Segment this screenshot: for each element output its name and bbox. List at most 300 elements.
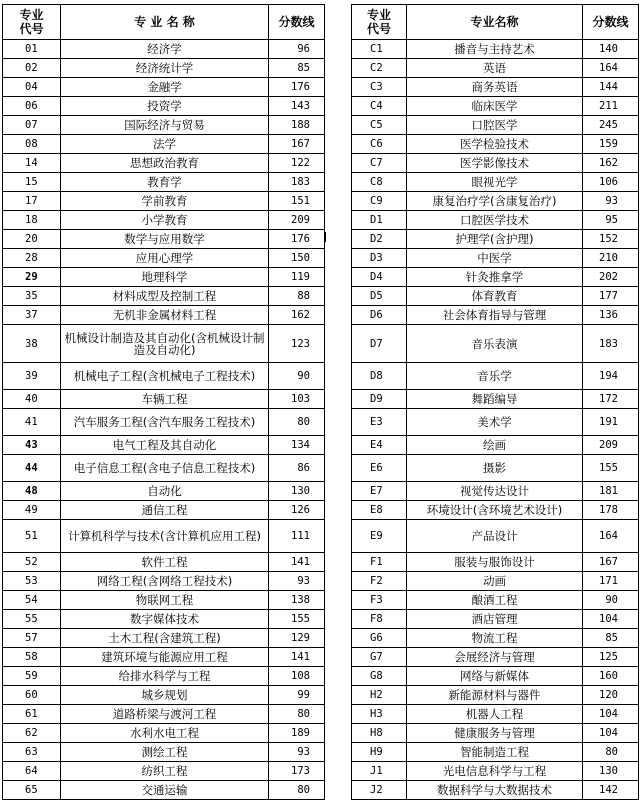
major-code: 04 [3, 78, 61, 97]
major-code: 29 [3, 268, 61, 287]
major-name: 水利水电工程 [61, 724, 269, 743]
cutoff-score: 129 [269, 629, 325, 648]
major-name: 通信工程 [61, 501, 269, 520]
table-row [352, 306, 639, 325]
cutoff-score: 140 [583, 40, 639, 59]
table-header-row [3, 5, 325, 40]
major-code: D4 [352, 268, 407, 287]
major-code: 48 [3, 482, 61, 501]
major-code: D5 [352, 287, 407, 306]
cutoff-score: 211 [583, 97, 639, 116]
table-row [352, 629, 639, 648]
major-name: 地理科学 [61, 268, 269, 287]
cutoff-score: 144 [583, 78, 639, 97]
major-code: H2 [352, 686, 407, 705]
cutoff-score: 93 [269, 743, 325, 762]
table-row [352, 287, 639, 306]
major-code: 59 [3, 667, 61, 686]
major-name: 健康服务与管理 [407, 724, 583, 743]
table-header-row [352, 5, 639, 40]
cutoff-score: 99 [269, 686, 325, 705]
table-row [3, 390, 325, 409]
cutoff-score: 183 [583, 325, 639, 363]
major-code: H3 [352, 705, 407, 724]
major-name: 经济统计学 [61, 59, 269, 78]
table-row [352, 743, 639, 762]
major-name: 智能制造工程 [407, 743, 583, 762]
major-name: 交通运输 [61, 781, 269, 800]
major-name: 酿酒工程 [407, 591, 583, 610]
table-row [3, 173, 325, 192]
cutoff-score: 202 [583, 268, 639, 287]
major-name: 道路桥梁与渡河工程 [61, 705, 269, 724]
major-code: 57 [3, 629, 61, 648]
table-row [3, 762, 325, 781]
table-row [3, 40, 325, 59]
major-code: 08 [3, 135, 61, 154]
major-code: 14 [3, 154, 61, 173]
major-name: 针灸推拿学 [407, 268, 583, 287]
table-row [352, 325, 639, 363]
major-name: 国际经济与贸易 [61, 116, 269, 135]
major-code: 39 [3, 363, 61, 390]
major-code: 44 [3, 455, 61, 482]
major-code: C5 [352, 116, 407, 135]
cutoff-score: 159 [583, 135, 639, 154]
major-name: 机械设计制造及其自动化(含机械设计制造及自动化) [61, 325, 269, 363]
major-code: D9 [352, 390, 407, 409]
major-code: C4 [352, 97, 407, 116]
cutoff-score: 141 [269, 648, 325, 667]
table-row [352, 455, 639, 482]
major-code: 02 [3, 59, 61, 78]
cutoff-score: 106 [583, 173, 639, 192]
cutoff-score: 209 [269, 211, 325, 230]
cutoff-score: 167 [583, 553, 639, 572]
cutoff-score: 176 [269, 78, 325, 97]
major-code: 54 [3, 591, 61, 610]
major-name: 纺织工程 [61, 762, 269, 781]
table-row [3, 409, 325, 436]
major-name: 新能源材料与器件 [407, 686, 583, 705]
cutoff-score: 151 [269, 192, 325, 211]
major-name: 电子信息工程(含电子信息工程技术) [61, 455, 269, 482]
major-code: E3 [352, 409, 407, 436]
major-code: 37 [3, 306, 61, 325]
major-code: J2 [352, 781, 407, 800]
cutoff-score: 245 [583, 116, 639, 135]
cutoff-score: 111 [269, 520, 325, 553]
table-row [3, 249, 325, 268]
cutoff-score: 123 [269, 325, 325, 363]
major-name: 音乐学 [407, 363, 583, 390]
major-name: 服装与服饰设计 [407, 553, 583, 572]
table-row [352, 192, 639, 211]
major-code: G8 [352, 667, 407, 686]
major-name: 思想政治教育 [61, 154, 269, 173]
cutoff-score: 85 [583, 629, 639, 648]
cutoff-score: 138 [269, 591, 325, 610]
major-name: 建筑环境与能源应用工程 [61, 648, 269, 667]
major-code: E4 [352, 436, 407, 455]
table-row [3, 363, 325, 390]
table-row [352, 154, 639, 173]
major-name: 临床医学 [407, 97, 583, 116]
header-code: 专业 代号 [3, 5, 61, 40]
cutoff-score: 93 [269, 572, 325, 591]
cutoff-score: 80 [269, 409, 325, 436]
major-code: C6 [352, 135, 407, 154]
cutoff-score: 150 [269, 249, 325, 268]
major-code: 63 [3, 743, 61, 762]
table-row [3, 724, 325, 743]
cutoff-score: 130 [269, 482, 325, 501]
cutoff-score: 108 [269, 667, 325, 686]
score-table-right [351, 4, 639, 800]
table-row [3, 667, 325, 686]
table-row [3, 59, 325, 78]
table-row [352, 135, 639, 154]
table-row [3, 154, 325, 173]
table-row [352, 667, 639, 686]
cutoff-score: 80 [269, 705, 325, 724]
table-row [352, 648, 639, 667]
major-code: C9 [352, 192, 407, 211]
cutoff-score: 142 [583, 781, 639, 800]
major-name: 无机非金属材料工程 [61, 306, 269, 325]
major-name: 法学 [61, 135, 269, 154]
major-code: 17 [3, 192, 61, 211]
major-code: D6 [352, 306, 407, 325]
major-code: 51 [3, 520, 61, 553]
major-code: E6 [352, 455, 407, 482]
major-name: 小学教育 [61, 211, 269, 230]
major-name: 舞蹈编导 [407, 390, 583, 409]
major-code: 43 [3, 436, 61, 455]
major-code: E7 [352, 482, 407, 501]
major-name: 学前教育 [61, 192, 269, 211]
major-code: C1 [352, 40, 407, 59]
table-row [3, 743, 325, 762]
table-row [352, 781, 639, 800]
major-code: C8 [352, 173, 407, 192]
cutoff-score: 103 [269, 390, 325, 409]
major-name: 投资学 [61, 97, 269, 116]
major-name: 教育学 [61, 173, 269, 192]
cutoff-score: 90 [583, 591, 639, 610]
table-row [3, 705, 325, 724]
major-code: 07 [3, 116, 61, 135]
cutoff-score: 141 [269, 553, 325, 572]
cutoff-score: 80 [269, 781, 325, 800]
major-code: 52 [3, 553, 61, 572]
table-row [352, 553, 639, 572]
major-name: 软件工程 [61, 553, 269, 572]
major-name: 美术学 [407, 409, 583, 436]
table-row [3, 211, 325, 230]
cutoff-score: 104 [583, 705, 639, 724]
table-row [3, 268, 325, 287]
cutoff-score: 85 [269, 59, 325, 78]
cutoff-score: 172 [583, 390, 639, 409]
table-row [3, 572, 325, 591]
major-code: 61 [3, 705, 61, 724]
cutoff-score: 120 [583, 686, 639, 705]
cutoff-score: 152 [583, 230, 639, 249]
table-row [352, 724, 639, 743]
table-row [3, 287, 325, 306]
table-row [352, 59, 639, 78]
table-row [3, 482, 325, 501]
major-code: 53 [3, 572, 61, 591]
major-code: 15 [3, 173, 61, 192]
major-name: 口腔医学 [407, 116, 583, 135]
cutoff-score: 167 [269, 135, 325, 154]
major-name: 金融学 [61, 78, 269, 97]
major-code: G6 [352, 629, 407, 648]
major-name: 材料成型及控制工程 [61, 287, 269, 306]
major-name: 城乡规划 [61, 686, 269, 705]
major-code: 20 [3, 230, 61, 249]
major-code: 65 [3, 781, 61, 800]
table-row [352, 40, 639, 59]
major-code: C7 [352, 154, 407, 173]
major-code: F8 [352, 610, 407, 629]
cutoff-score: 125 [583, 648, 639, 667]
table-row [3, 781, 325, 800]
cutoff-score: 194 [583, 363, 639, 390]
cutoff-score: 88 [269, 287, 325, 306]
major-code: D3 [352, 249, 407, 268]
major-code: F3 [352, 591, 407, 610]
cutoff-score: 104 [583, 610, 639, 629]
major-name: 动画 [407, 572, 583, 591]
table-row [3, 230, 325, 249]
major-name: 英语 [407, 59, 583, 78]
major-code: D7 [352, 325, 407, 363]
major-name: 酒店管理 [407, 610, 583, 629]
cutoff-score: 183 [269, 173, 325, 192]
major-name: 视觉传达设计 [407, 482, 583, 501]
major-name: 土木工程(含建筑工程) [61, 629, 269, 648]
major-code: C2 [352, 59, 407, 78]
major-code: 58 [3, 648, 61, 667]
table-row [352, 591, 639, 610]
table-row [3, 648, 325, 667]
major-name: 会展经济与管理 [407, 648, 583, 667]
major-name: 数学与应用数学 [61, 230, 269, 249]
major-name: 数据科学与大数据技术 [407, 781, 583, 800]
table-row [352, 230, 639, 249]
major-name: 环境设计(含环境艺术设计) [407, 501, 583, 520]
table-row [3, 686, 325, 705]
table-row [3, 455, 325, 482]
score-table-left [2, 4, 325, 800]
major-name: 产品设计 [407, 520, 583, 553]
header-score: 分数线 [269, 5, 325, 40]
major-code: D8 [352, 363, 407, 390]
major-code: H9 [352, 743, 407, 762]
major-name: 社会体育指导与管理 [407, 306, 583, 325]
major-name: 网络工程(含网络工程技术) [61, 572, 269, 591]
cutoff-score: 162 [583, 154, 639, 173]
table-row [3, 591, 325, 610]
table-row [3, 325, 325, 363]
header-code: 专业 代号 [352, 5, 407, 40]
major-code: 01 [3, 40, 61, 59]
table-row [352, 482, 639, 501]
table-row [352, 211, 639, 230]
cutoff-score: 188 [269, 116, 325, 135]
major-name: 汽车服务工程(含汽车服务工程技术) [61, 409, 269, 436]
table-row [352, 363, 639, 390]
table-row [352, 390, 639, 409]
major-code: 40 [3, 390, 61, 409]
major-code: J1 [352, 762, 407, 781]
major-code: 35 [3, 287, 61, 306]
cutoff-score: 160 [583, 667, 639, 686]
major-name: 应用心理学 [61, 249, 269, 268]
major-code: E8 [352, 501, 407, 520]
table-row [3, 192, 325, 211]
major-code: 06 [3, 97, 61, 116]
cutoff-score: 93 [583, 192, 639, 211]
cutoff-score: 122 [269, 154, 325, 173]
major-name: 物流工程 [407, 629, 583, 648]
table-row [352, 520, 639, 553]
table-row [352, 705, 639, 724]
major-name: 护理学(含护理) [407, 230, 583, 249]
major-name: 测绘工程 [61, 743, 269, 762]
cutoff-score: 178 [583, 501, 639, 520]
cutoff-score: 209 [583, 436, 639, 455]
table-row [352, 97, 639, 116]
major-name: 电气工程及其自动化 [61, 436, 269, 455]
table-row [3, 610, 325, 629]
table-row [352, 501, 639, 520]
table-row [3, 553, 325, 572]
major-name: 网络与新媒体 [407, 667, 583, 686]
major-name: 自动化 [61, 482, 269, 501]
cutoff-score: 181 [583, 482, 639, 501]
cutoff-score: 162 [269, 306, 325, 325]
cutoff-score: 86 [269, 455, 325, 482]
major-name: 播音与主持艺术 [407, 40, 583, 59]
table-row [352, 249, 639, 268]
major-name: 摄影 [407, 455, 583, 482]
table-row [3, 97, 325, 116]
cutoff-score: 80 [583, 743, 639, 762]
major-name: 给排水科学与工程 [61, 667, 269, 686]
table-row [352, 762, 639, 781]
cutoff-score: 143 [269, 97, 325, 116]
table-row [352, 436, 639, 455]
table-row [3, 306, 325, 325]
major-code: E9 [352, 520, 407, 553]
cutoff-score: 164 [583, 59, 639, 78]
major-name: 数字媒体技术 [61, 610, 269, 629]
table-row [3, 501, 325, 520]
cutoff-score: 189 [269, 724, 325, 743]
major-name: 中医学 [407, 249, 583, 268]
major-code: C3 [352, 78, 407, 97]
major-code: 28 [3, 249, 61, 268]
header-name: 专业名称 [407, 5, 583, 40]
major-code: 64 [3, 762, 61, 781]
cutoff-score: 90 [269, 363, 325, 390]
table-row [3, 78, 325, 97]
major-code: G7 [352, 648, 407, 667]
major-code: 62 [3, 724, 61, 743]
major-code: F2 [352, 572, 407, 591]
cutoff-score: 176 [269, 230, 325, 249]
table-row [352, 610, 639, 629]
cutoff-score: 130 [583, 762, 639, 781]
major-code: 18 [3, 211, 61, 230]
major-name: 康复治疗学(含康复治疗) [407, 192, 583, 211]
major-name: 音乐表演 [407, 325, 583, 363]
major-name: 商务英语 [407, 78, 583, 97]
major-name: 眼视光学 [407, 173, 583, 192]
table-row [3, 436, 325, 455]
major-code: 60 [3, 686, 61, 705]
cutoff-score: 119 [269, 268, 325, 287]
table-row [352, 409, 639, 436]
table-row [352, 572, 639, 591]
cutoff-score: 173 [269, 762, 325, 781]
cutoff-score: 95 [583, 211, 639, 230]
cutoff-score: 191 [583, 409, 639, 436]
table-row [352, 78, 639, 97]
major-code: F1 [352, 553, 407, 572]
cutoff-score: 134 [269, 436, 325, 455]
cutoff-score: 126 [269, 501, 325, 520]
header-score: 分数线 [583, 5, 639, 40]
major-name: 口腔医学技术 [407, 211, 583, 230]
major-name: 光电信息科学与工程 [407, 762, 583, 781]
table-row [352, 173, 639, 192]
major-name: 经济学 [61, 40, 269, 59]
cutoff-score: 104 [583, 724, 639, 743]
cutoff-score: 136 [583, 306, 639, 325]
major-code: 38 [3, 325, 61, 363]
header-name: 专 业 名 称 [61, 5, 269, 40]
table-row [352, 268, 639, 287]
cutoff-score: 210 [583, 249, 639, 268]
major-code: D1 [352, 211, 407, 230]
major-name: 物联网工程 [61, 591, 269, 610]
table-row [3, 520, 325, 553]
major-name: 机械电子工程(含机械电子工程技术) [61, 363, 269, 390]
major-name: 体育教育 [407, 287, 583, 306]
major-code: 49 [3, 501, 61, 520]
major-code: D2 [352, 230, 407, 249]
major-name: 医学影像技术 [407, 154, 583, 173]
major-code: H8 [352, 724, 407, 743]
major-name: 医学检验技术 [407, 135, 583, 154]
table-row [3, 629, 325, 648]
cutoff-score: 155 [269, 610, 325, 629]
cutoff-score: 155 [583, 455, 639, 482]
cursor-mark [324, 232, 326, 242]
cutoff-score: 164 [583, 520, 639, 553]
cutoff-score: 171 [583, 572, 639, 591]
table-row [3, 116, 325, 135]
major-code: 41 [3, 409, 61, 436]
table-row [3, 135, 325, 154]
major-code: 55 [3, 610, 61, 629]
major-name: 机器人工程 [407, 705, 583, 724]
